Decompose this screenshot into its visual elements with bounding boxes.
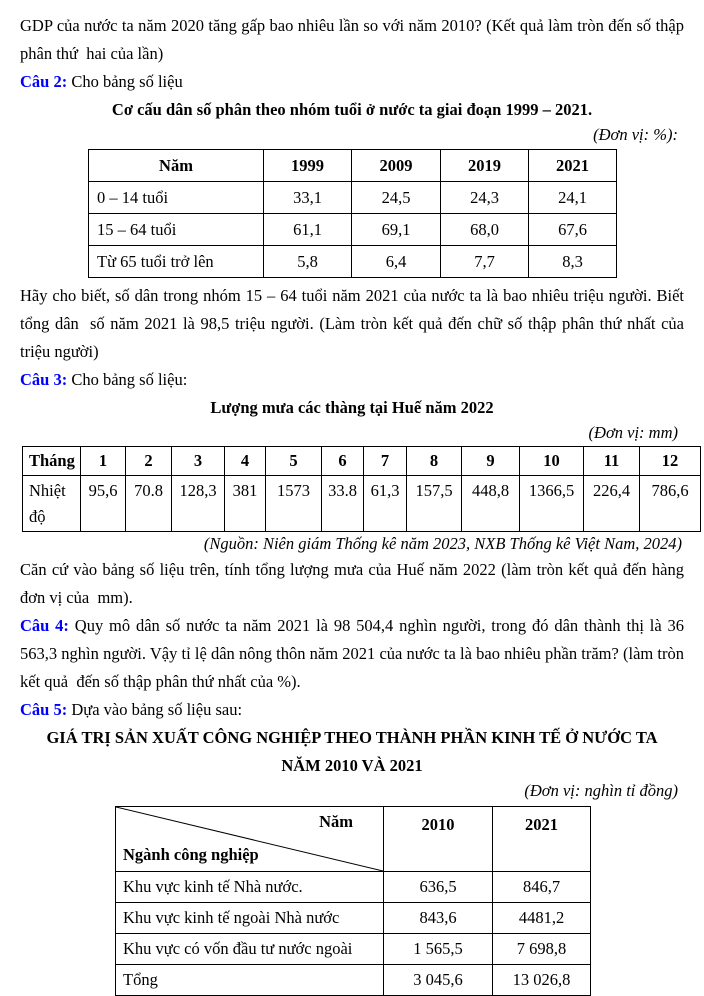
industry-table-title-line2: NĂM 2010 VÀ 2021 (281, 756, 423, 775)
rain-header-month: 2 (126, 447, 172, 476)
question-3-text: Cho bảng số liệu: (67, 370, 188, 389)
rain-cell: 1573 (266, 476, 322, 532)
age-header-2021: 2021 (529, 150, 617, 182)
question-4-label: Câu 4: (20, 616, 69, 635)
industry-cell: 846,7 (493, 872, 591, 903)
age-header-2009: 2009 (352, 150, 441, 182)
rain-cell: 95,6 (81, 476, 126, 532)
rain-cell: 786,6 (640, 476, 701, 532)
rain-cell: 157,5 (407, 476, 462, 532)
industry-header-nganh: Ngành công nghiệp (123, 845, 259, 864)
question-5-line (20, 696, 684, 724)
age-header-nam: Năm (89, 150, 264, 182)
industry-header-2010: 2010 (384, 807, 493, 872)
industry-diagonal-header-cell (116, 807, 384, 872)
rain-header-month: 11 (584, 447, 640, 476)
question-3-body: Căn cứ vào bảng số liệu trên, tính tổng lượng mưa của Huế năm 2022 (làm tròn kết quả đến hàng đơn vị của mm). (20, 560, 689, 607)
age-row-label: 0 – 14 tuổi (89, 182, 264, 214)
rain-table-data-row (23, 476, 701, 532)
rain-header-month: 5 (266, 447, 322, 476)
industry-header-nam: Năm (319, 812, 353, 831)
rain-table-header-row (23, 447, 701, 476)
question-4-line (20, 612, 693, 696)
industry-cell: 636,5 (384, 872, 493, 903)
age-table-row-65-plus (89, 246, 617, 278)
age-cell: 67,6 (529, 214, 617, 246)
industry-cell: 13 026,8 (493, 965, 591, 996)
age-cell: 7,7 (441, 246, 529, 278)
age-row-label: Từ 65 tuổi trở lên (89, 246, 264, 278)
industry-table-title-line1: GIÁ TRỊ SẢN XUẤT CÔNG NGHIỆP THEO THÀNH PHẦN KINH TẾ Ở NƯỚC TA (46, 728, 658, 747)
age-cell: 24,1 (529, 182, 617, 214)
question-5-label: Câu 5: (20, 700, 68, 719)
age-cell: 5,8 (264, 246, 352, 278)
question-3-label: Câu 3: (20, 370, 68, 389)
rain-header-month: 12 (640, 447, 701, 476)
industry-table (115, 806, 591, 996)
rain-cell: 33.8 (322, 476, 364, 532)
question-2-label: Câu 2: (20, 72, 68, 91)
rain-header-month: 6 (322, 447, 364, 476)
age-cell: 61,1 (264, 214, 352, 246)
rain-header-month: 9 (462, 447, 520, 476)
rain-table-title: Lượng mưa các thàng tại Huế năm 2022 (210, 398, 494, 417)
rain-header-thang: Tháng (23, 447, 81, 476)
rain-row-label: Nhiệt độ (23, 476, 81, 532)
rain-table-unit: (Đơn vị: mm) (588, 423, 678, 442)
intro-paragraph (20, 12, 689, 68)
age-cell: 8,3 (529, 246, 617, 278)
age-header-1999: 1999 (264, 150, 352, 182)
age-cell: 24,5 (352, 182, 441, 214)
rain-header-month: 3 (172, 447, 225, 476)
industry-row-label: Khu vực có vốn đầu tư nước ngoài (116, 934, 384, 965)
age-table-header-row (89, 150, 617, 182)
industry-row-label: Tổng (116, 965, 384, 996)
rain-cell: 381 (225, 476, 266, 532)
age-cell: 69,1 (352, 214, 441, 246)
industry-cell: 1 565,5 (384, 934, 493, 965)
rain-cell: 70.8 (126, 476, 172, 532)
age-table-title: Cơ cấu dân số phân theo nhóm tuổi ở nước ta giai đoạn 1999 – 2021. (111, 100, 593, 119)
age-header-2019: 2019 (441, 150, 529, 182)
age-row-label: 15 – 64 tuổi (89, 214, 264, 246)
age-structure-table (88, 149, 617, 278)
industry-cell: 4481,2 (493, 903, 591, 934)
rain-cell: 1366,5 (520, 476, 584, 532)
industry-row-label: Khu vực kinh tế Nhà nước. (116, 872, 384, 903)
industry-row-foreign (116, 934, 591, 965)
rain-header-month: 1 (81, 447, 126, 476)
industry-row-nonstate (116, 903, 591, 934)
rain-header-month: 8 (407, 447, 462, 476)
rain-cell: 448,8 (462, 476, 520, 532)
age-table-row-0-14 (89, 182, 617, 214)
rain-table-source: (Nguồn: Niên giám Thống kê năm 2023, NXB Thống kê Việt Nam, 2024) (203, 534, 682, 553)
question-4-text: Quy mô dân số nước ta năm 2021 là 98 504,4 nghìn người, trong đó dân thành thị là 36 563,3 nghìn người. Vậy tỉ lệ dân nông thôn năm 2021 của nước ta là bao nhiêu phần trăm? (làm tròn kết quả đến số thập phân thứ nhất của %). (20, 616, 693, 691)
industry-row-label: Khu vực kinh tế ngoài Nhà nước (116, 903, 384, 934)
industry-header-2021: 2021 (493, 807, 591, 872)
rainfall-table (22, 446, 701, 532)
industry-row-state (116, 872, 591, 903)
rain-cell: 128,3 (172, 476, 225, 532)
industry-cell: 843,6 (384, 903, 493, 934)
question-2-line (20, 68, 684, 96)
industry-cell: 7 698,8 (493, 934, 591, 965)
question-5-text: Dựa vào bảng số liệu sau: (67, 700, 243, 719)
rain-header-month: 4 (225, 447, 266, 476)
question-3-line (20, 366, 684, 394)
question-2-text: Cho bảng số liệu (67, 72, 183, 91)
rain-header-month: 10 (520, 447, 584, 476)
industry-row-total (116, 965, 591, 996)
rain-cell: 61,3 (364, 476, 407, 532)
industry-cell: 3 045,6 (384, 965, 493, 996)
age-cell: 6,4 (352, 246, 441, 278)
age-cell: 24,3 (441, 182, 529, 214)
rain-header-month: 7 (364, 447, 407, 476)
age-cell: 68,0 (441, 214, 529, 246)
industry-table-unit: (Đơn vị: nghìn tỉ đồng) (524, 781, 678, 800)
rain-cell: 226,4 (584, 476, 640, 532)
intro-text: GDP của nước ta năm 2020 tăng gấp bao nhiêu lần so với năm 2010? (Kết quả làm tròn đến số thập phân thứ hai của lần) (20, 16, 689, 63)
question-2-body: Hãy cho biết, số dân trong nhóm 15 – 64 tuổi năm 2021 của nước ta là bao nhiêu triệu người. Biết tổng dân số năm 2021 là 98,5 triệu người. (Làm tròn kết quả đến chữ số thập phân thứ nhất của triệu người) (20, 286, 689, 361)
age-table-unit: (Đơn vị: %): (593, 125, 678, 144)
age-table-row-15-64 (89, 214, 617, 246)
age-cell: 33,1 (264, 182, 352, 214)
industry-table-header-row (116, 807, 591, 872)
